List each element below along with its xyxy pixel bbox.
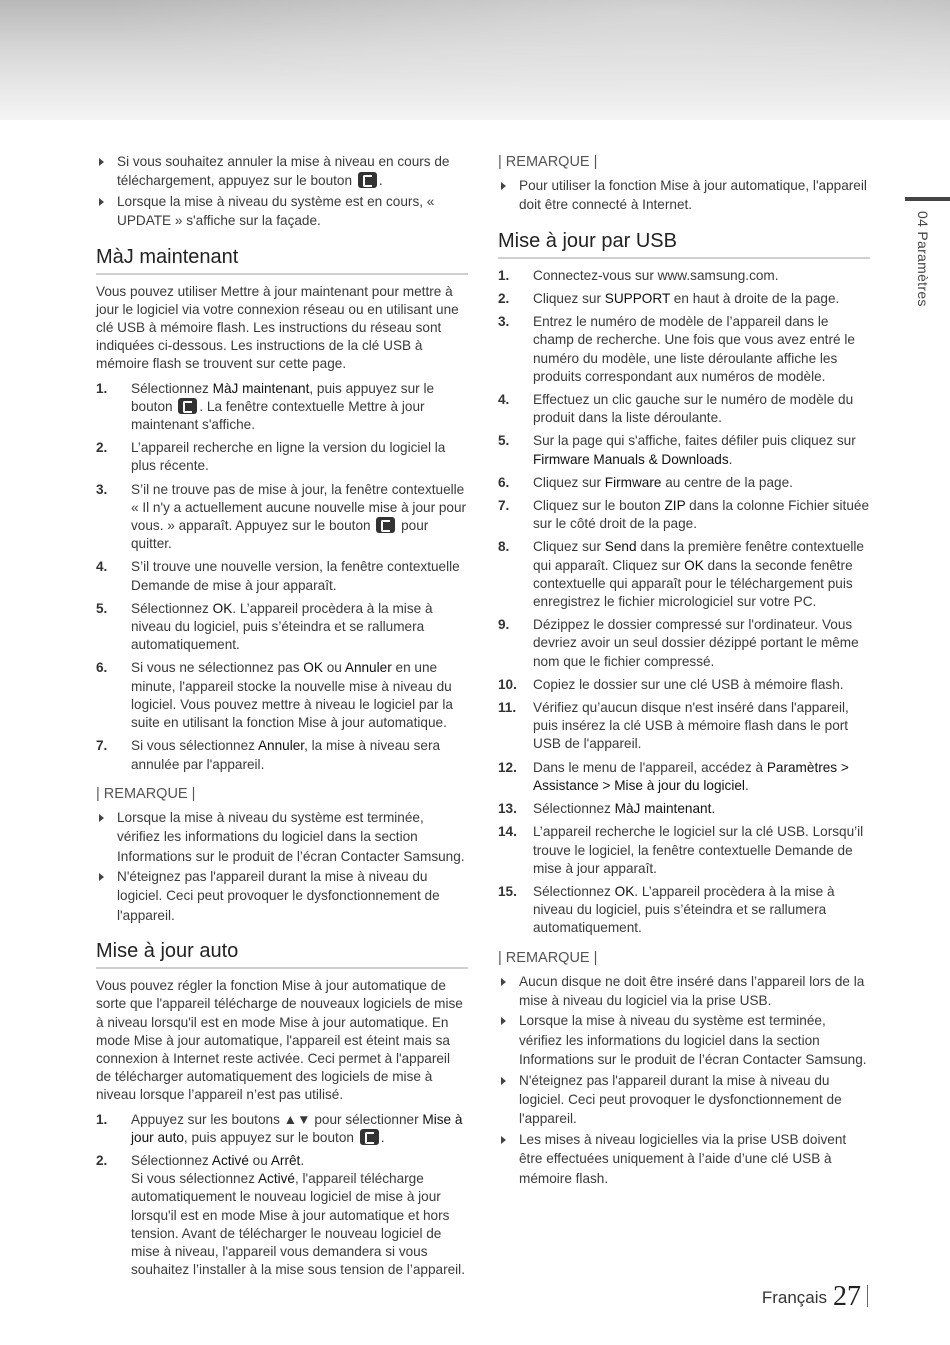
- triangle-bullet-icon: [501, 1017, 506, 1025]
- enter-button-icon: [360, 1129, 379, 1145]
- header-banner: [0, 0, 950, 120]
- list-item: N'éteignez pas l'appareil durant la mise à niveau du logiciel. Ceci peut provoquer le dysfonctionnement de l'appareil.: [498, 1071, 870, 1129]
- list-item: 5. Sur la page qui s'affiche, faites défiler puis cliquez sur Firmware Manuals & Downloads.: [498, 433, 856, 467]
- list-item: 10. Copiez le dossier sur une clé USB à mémoire flash.: [498, 676, 844, 692]
- list-item: 6. Cliquez sur Firmware au centre de la page.: [498, 474, 793, 490]
- list-item: 6. Si vous ne sélectionnez pas OK ou Annuler en une minute, l'appareil stocke la nouvelle mise à niveau du logiciel. Vous pouvez mettre à niveau le logiciel par la suite en utilisant la fonction Mise à jour automatique.: [96, 660, 453, 731]
- usb-steps-list: [498, 267, 870, 938]
- chapter-side-tab: [905, 197, 950, 307]
- enter-button-icon: [178, 398, 197, 414]
- remark-top-list: [498, 176, 870, 215]
- list-item: 8. Cliquez sur Send dans la première fenêtre contextuelle qui apparaît. Cliquez sur OK dans la seconde fenêtre contextuelle qui apparaît pour le téléchargement puis enregistrez le fichier micrologiciel sur votre PC.: [498, 539, 864, 610]
- maj-steps-list: [96, 380, 468, 774]
- list-item: 1. Connectez-vous sur www.samsung.com.: [498, 267, 779, 283]
- page-number: 27: [833, 1281, 861, 1312]
- left-column: [96, 152, 468, 1284]
- list-item: 2. Sélectionnez Activé ou Arrêt. Si vous sélectionnez Activé, l'appareil télécharge automatiquement le nouveau logiciel de mise à jour lorsqu'il est en mode Mise à jour automatique et hors tension. Avant de télécharger le nouveau logiciel de mise à niveau, l'appareil vous demandera si vous souhaitez l’installer à la mise sous tension de l’appareil.: [96, 1152, 465, 1278]
- list-item: 2. Cliquez sur SUPPORT en haut à droite de la page.: [498, 291, 840, 307]
- triangle-bullet-icon: [501, 1077, 506, 1085]
- list-item: 1. Sélectionnez MàJ maintenant, puis appuyez sur le bouton . La fenêtre contextuelle Mettre à jour maintenant s'affiche.: [96, 380, 435, 433]
- triangle-bullet-icon: [99, 873, 104, 881]
- remark-label: | REMARQUE |: [96, 785, 196, 802]
- list-item: Lorsque la mise à niveau du système est terminée, vérifiez les informations du logiciel dans la section Informations sur le produit de l’écran Contacter Samsung.: [96, 808, 468, 866]
- section-title-mise-a-jour-usb: Mise à jour par USB: [498, 229, 870, 259]
- list-item: Aucun disque ne doit être inséré dans l’appareil lors de la mise à niveau du logiciel via la prise USB.: [498, 972, 870, 1011]
- triangle-bullet-icon: [99, 158, 104, 166]
- list-item: 9. Dézippez le dossier compressé sur l'ordinateur. Vous devriez avoir un seul dossier dézippé portant le même nom que le fichier compressé.: [498, 617, 859, 669]
- side-tab-bar: [905, 197, 950, 201]
- side-tab-label: 04 Paramètres: [915, 211, 931, 307]
- list-item: 7. Cliquez sur le bouton ZIP dans la colonne Fichier située sur le côté droit de la page.: [498, 498, 870, 532]
- maj-paragraph: Vous pouvez utiliser Mettre à jour maintenant pour mettre à jour le logiciel via votre connexion réseau ou en utilisant une clé USB à mémoire flash. Les instructions du réseau sont indiquées ci-dessous. Les instructions de la clé USB à mémoire flash se trouvent sur cette page.: [96, 283, 459, 372]
- list-item: 13. Sélectionnez MàJ maintenant.: [498, 801, 716, 817]
- triangle-bullet-icon: [99, 198, 104, 206]
- list-item: 7. Si vous sélectionnez Annuler, la mise à niveau sera annulée par l'appareil.: [96, 738, 441, 772]
- list-item: Lorsque la mise à niveau du système est terminée, vérifiez les informations du logiciel dans la section Informations sur le produit de l’écran Contacter Samsung.: [498, 1011, 870, 1069]
- intro-bullet-list: [96, 152, 468, 231]
- remark-bullet-list: [96, 808, 468, 925]
- list-item: 4. Effectuez un clic gauche sur le numéro de modèle du produit dans la liste déroulante.: [498, 392, 854, 426]
- list-item: 12. Dans le menu de l'appareil, accédez à Paramètres > Assistance > Mise à jour du logiciel.: [498, 759, 849, 793]
- footer-language: Français: [761, 1288, 827, 1307]
- list-item: 14. L’appareil recherche le logiciel sur la clé USB. Lorsqu’il trouve le logiciel, la fenêtre contextuelle Demande de mise à jour apparaît.: [498, 824, 864, 876]
- remark-label: | REMARQUE |: [498, 949, 598, 966]
- enter-button-icon: [376, 517, 395, 533]
- list-item: 1. Appuyez sur les boutons ▲▼ pour sélectionner Mise à jour auto, puis appuyez sur le bouton .: [96, 1111, 463, 1145]
- auto-paragraph: Vous pouvez régler la fonction Mise à jour automatique de sorte que l'appareil télécharge de nouveaux logiciels de mise à niveau lorsqu'il est en mode Mise à jour automatique. En mode Mise à jour automatique, l'appareil est éteint mais sa connexion à Internet reste activée. Ceci permet à l'appareil de télécharger automatiquement des logiciels de mise à niveau lorsque l’appareil n’est pas utilisé.: [96, 978, 463, 1103]
- list-item: 5. Sélectionnez OK. L’appareil procèdera à la mise à niveau du logiciel, puis s’éteindra et se rallumera automatiquement.: [96, 600, 433, 653]
- list-item: Lorsque la mise à niveau du système est en cours, « UPDATE » s'affiche sur la façade.: [96, 192, 468, 231]
- section-title-maj-maintenant: MàJ maintenant: [96, 245, 468, 275]
- enter-button-icon: [358, 172, 377, 188]
- list-item: Si vous souhaitez annuler la mise à niveau en cours de téléchargement, appuyez sur le bouton .: [96, 152, 468, 191]
- list-item: 2. L’appareil recherche en ligne la version du logiciel la plus récente.: [96, 440, 446, 474]
- triangle-bullet-icon: [99, 814, 104, 822]
- list-item: 11. Vérifiez qu’aucun disque n'est inséré dans l'appareil, puis insérez la clé USB à mémoire flash dans le port USB de l'appareil.: [498, 700, 849, 752]
- triangle-bullet-icon: [501, 1136, 506, 1144]
- triangle-bullet-icon: [501, 182, 506, 190]
- list-item: 3. S’il ne trouve pas de mise à jour, la fenêtre contextuelle « Il n'y a actuellement aucune nouvelle mise à jour pour vous. » apparaît. Appuyez sur le bouton pour quitter.: [96, 481, 467, 552]
- remark-label: | REMARQUE |: [498, 154, 598, 170]
- list-item: 15. Sélectionnez OK. L’appareil procèdera à la mise à niveau du logiciel, puis s’éteindra et se rallumera automatiquement.: [498, 883, 835, 936]
- remark-bullet-list: [498, 972, 870, 1188]
- footer-divider: [867, 1285, 868, 1307]
- list-item: N'éteignez pas l'appareil durant la mise à niveau du logiciel. Ceci peut provoquer le dysfonctionnement de l'appareil.: [96, 867, 468, 925]
- page-footer: [762, 1279, 868, 1311]
- auto-steps-list: [96, 1111, 468, 1280]
- list-item: Les mises à niveau logicielles via la prise USB doivent être effectuées uniquement à l’aide d’une clé USB à mémoire flash.: [498, 1130, 870, 1188]
- right-column: [498, 152, 870, 1189]
- list-item: 3. Entrez le numéro de modèle de l’appareil dans le champ de recherche. Une fois que vous avez entré le numéro du modèle, une liste déroulante affiche les produits correspondant aux numéros de modèle.: [498, 314, 855, 384]
- section-title-mise-a-jour-auto: Mise à jour auto: [96, 939, 468, 969]
- triangle-bullet-icon: [501, 978, 506, 986]
- list-item: Pour utiliser la fonction Mise à jour automatique, l'appareil doit être connecté à Internet.: [498, 176, 870, 215]
- list-item: 4. S’il trouve une nouvelle version, la fenêtre contextuelle Demande de mise à jour apparaît.: [96, 559, 460, 593]
